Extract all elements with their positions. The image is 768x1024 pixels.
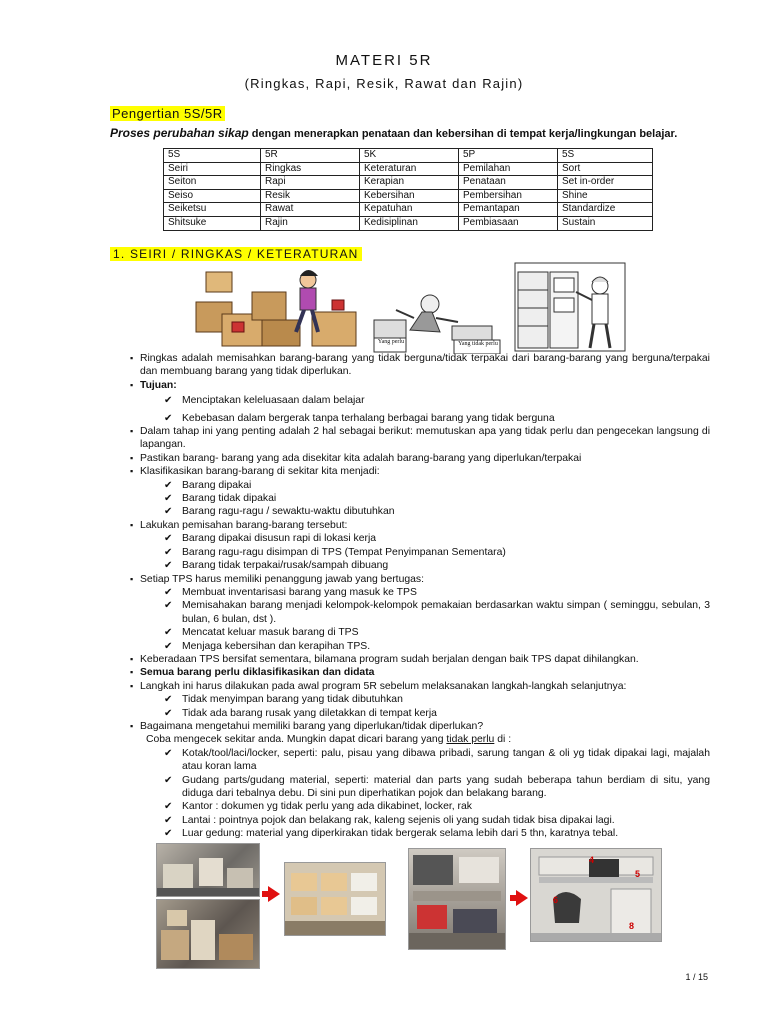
illustration-label: Yang tidak perlu — [458, 341, 498, 347]
table-cell: Rawat — [261, 203, 360, 217]
table-row — [164, 216, 653, 230]
photo-organized-boxes — [284, 862, 386, 936]
table-cell: Sustain — [558, 216, 653, 230]
check-item: ✔ Lantai : pointnya pojok dan belakang rak, kaleng sejenis oli yang sudah tidak bisa dipakai lagi. — [130, 814, 710, 827]
table-cell: Rapi — [261, 176, 360, 190]
check-item: ✔ Kotak/tool/laci/locker, seperti: palu, pisau yang dibawa pribadi, sarung tangan & oli yg tidak dipakai lagi, majalah atau koran lama — [130, 747, 710, 774]
bullet-item: ▪ Dalam tahap ini yang penting adalah 2 hal sebagai berikut: memutuskan apa yang tidak perlu dan pengecekan langsung di lapangan. — [130, 425, 710, 452]
page-number: 1 / 15 — [685, 972, 708, 982]
document-title: MATERI 5R — [335, 52, 433, 69]
check-item: ✔ Tidak menyimpan barang yang tidak dibutuhkan — [130, 693, 710, 706]
check-item: ✔ Mencatat keluar masuk barang di TPS — [130, 626, 710, 639]
table-row — [164, 176, 653, 190]
definition-heading: Pengertian 5S/5R — [112, 106, 223, 121]
check-item: ✔ Tidak ada barang rusak yang diletakkan di tempat kerja — [130, 707, 710, 720]
check-item: ✔ Luar gedung: material yang diperkirakan tidak bergerak selama lebih dari 5 thn, karatnya tebal. — [130, 827, 710, 840]
table-cell: Seiri — [164, 162, 261, 176]
check-item: ✔ Barang tidak dipakai — [130, 492, 710, 505]
bullet-item: ▪ Pastikan barang- barang yang ada disekitar kita adalah barang-barang yang diperlukan/terpakai — [130, 452, 710, 465]
bullet-item: ▪ Klasifikasikan barang-barang di sekitar kita menjadi: — [130, 465, 710, 478]
table-cell: Kerapian — [360, 176, 459, 190]
photo-messy-office — [156, 843, 260, 897]
definition-rest: dengan menerapkan penataan dan kebersihan di tempat kerja/lingkungan belajar. — [248, 128, 678, 140]
photo-clean-workstation — [530, 848, 662, 942]
photo-messy-desk — [408, 848, 506, 950]
check-item: ✔ Kantor : dokumen yg tidak perlu yang ada dikabinet, locker, rak — [130, 800, 710, 813]
check-item: ✔ Kebebasan dalam bergerak tanpa terhalang berbagai barang yang tidak berguna — [130, 412, 710, 425]
illustration-technician — [514, 262, 626, 352]
table-cell: Pemilahan — [459, 162, 558, 176]
table-cell: Pemantapan — [459, 203, 558, 217]
photo-label: 4 — [589, 855, 595, 865]
bullet-item: ▪ Langkah ini harus dilakukan pada awal program 5R sebelum melaksanakan langkah-langkah selanjutnya: — [130, 680, 710, 693]
arrow-icon — [268, 886, 280, 902]
table-cell: Kedisiplinan — [360, 216, 459, 230]
underlined-text: tidak perlu — [446, 734, 495, 746]
bullet-item: ▪ Lakukan pemisahan barang-barang tersebut: — [130, 519, 710, 532]
check-item: ✔ Menciptakan keleluasaan dalam belajar — [130, 394, 710, 407]
bullet-item: ▪ Ringkas adalah memisahkan barang-barang yang tidak berguna/tidak terpakai dari barang-barang yang berguna/terpakai dan membuang barang yang tidak diperlukan. — [130, 352, 710, 379]
bullet-item: ▪ Semua barang perlu diklasifikasikan dan didata — [130, 666, 710, 679]
table-row — [164, 189, 653, 203]
check-item: ✔ Barang dipakai disusun rapi di lokasi kerja — [130, 532, 710, 545]
table-cell: Set in-order — [558, 176, 653, 190]
table-row — [164, 162, 653, 176]
table-cell: Rajin — [261, 216, 360, 230]
bullet-item: ▪ Tujuan: — [130, 379, 710, 392]
table-cell: Pembersihan — [459, 189, 558, 203]
arrow-icon — [516, 890, 528, 906]
paragraph — [130, 733, 710, 746]
table-header-cell: 5P — [459, 149, 558, 163]
check-item: ✔ Membuat inventarisasi barang yang masuk ke TPS — [130, 586, 710, 599]
bullet-item: ▪ Keberadaan TPS bersifat sementara, bilamana program sudah berjalan dengan baik TPS dapat dihilangkan. — [130, 653, 710, 666]
table-header-cell: 5K — [360, 149, 459, 163]
illustration-sorting — [370, 290, 504, 354]
table-cell: Pembiasaan — [459, 216, 558, 230]
table-cell: Resik — [261, 189, 360, 203]
terms-table — [163, 148, 653, 231]
table-cell: Kepatuhan — [360, 203, 459, 217]
photo-label: 8 — [629, 921, 635, 931]
table-cell: Shine — [558, 189, 653, 203]
table-cell: Standardize — [558, 203, 653, 217]
check-item: ✔ Barang ragu-ragu disimpan di TPS (Tempat Penyimpanan Sementara) — [130, 546, 710, 559]
section-content — [130, 352, 710, 841]
table-cell: Penataan — [459, 176, 558, 190]
table-cell: Kebersihan — [360, 189, 459, 203]
table-cell: Shitsuke — [164, 216, 261, 230]
document-subtitle: (Ringkas, Rapi, Resik, Rawat dan Rajin) — [244, 76, 524, 91]
definition-italic: Proses perubahan sikap — [110, 126, 249, 140]
table-cell: Sort — [558, 162, 653, 176]
table-cell: Ringkas — [261, 162, 360, 176]
check-item: ✔ Menjaga kebersihan dan kerapihan TPS. — [130, 640, 710, 653]
photo-cluttered-storage — [156, 899, 260, 969]
arrow-shaft — [510, 895, 517, 901]
definition-text — [110, 126, 677, 140]
arrow-shaft — [262, 891, 269, 897]
illustration-messy-boxes — [192, 262, 364, 352]
table-cell: Seiketsu — [164, 203, 261, 217]
paragraph-text: di : — [494, 734, 512, 746]
check-item: ✔ Memisahakan barang menjadi kelompok-kelompok pemakaian berdasarkan waktu simpan ( seminggu, sebulan, 3 bulan, 6 bulan, dst ). — [130, 599, 710, 626]
photo-label: 5 — [635, 869, 641, 879]
bullet-item: ▪ Bagaimana mengetahui memiliki barang yang diperlukan/tidak diperlukan? — [130, 720, 710, 733]
section-heading: 1. SEIRI / RINGKAS / KETERATURAN — [110, 247, 362, 261]
photo-label: 6 — [553, 895, 559, 905]
bullet-item: ▪ Setiap TPS harus memiliki penanggung jawab yang bertugas: — [130, 573, 710, 586]
table-header-cell: 5S — [558, 149, 653, 163]
table-cell: Seiton — [164, 176, 261, 190]
table-header-cell: 5R — [261, 149, 360, 163]
table-header-row — [164, 149, 653, 163]
illustration-label: Yang perlu — [377, 339, 405, 345]
paragraph-text: Coba mengecek sekitar anda. Mungkin dapat dicari barang yang — [146, 734, 447, 746]
table-cell: Seiso — [164, 189, 261, 203]
check-item: ✔ Barang tidak terpakai/rusak/sampah dibuang — [130, 559, 710, 572]
check-item: ✔ Barang dipakai — [130, 479, 710, 492]
check-item: ✔ Gudang parts/gudang material, seperti: material dan parts yang sudah beberapa tahun berdiam di situ, yang diduga dari tebalnya debu. Di sini pun diperhatikan pojok dan belakang barang. — [130, 774, 710, 801]
table-cell: Keteraturan — [360, 162, 459, 176]
table-header-cell: 5S — [164, 149, 261, 163]
check-item: ✔ Barang ragu-ragu / sewaktu-waktu dibutuhkan — [130, 505, 710, 518]
table-row — [164, 203, 653, 217]
